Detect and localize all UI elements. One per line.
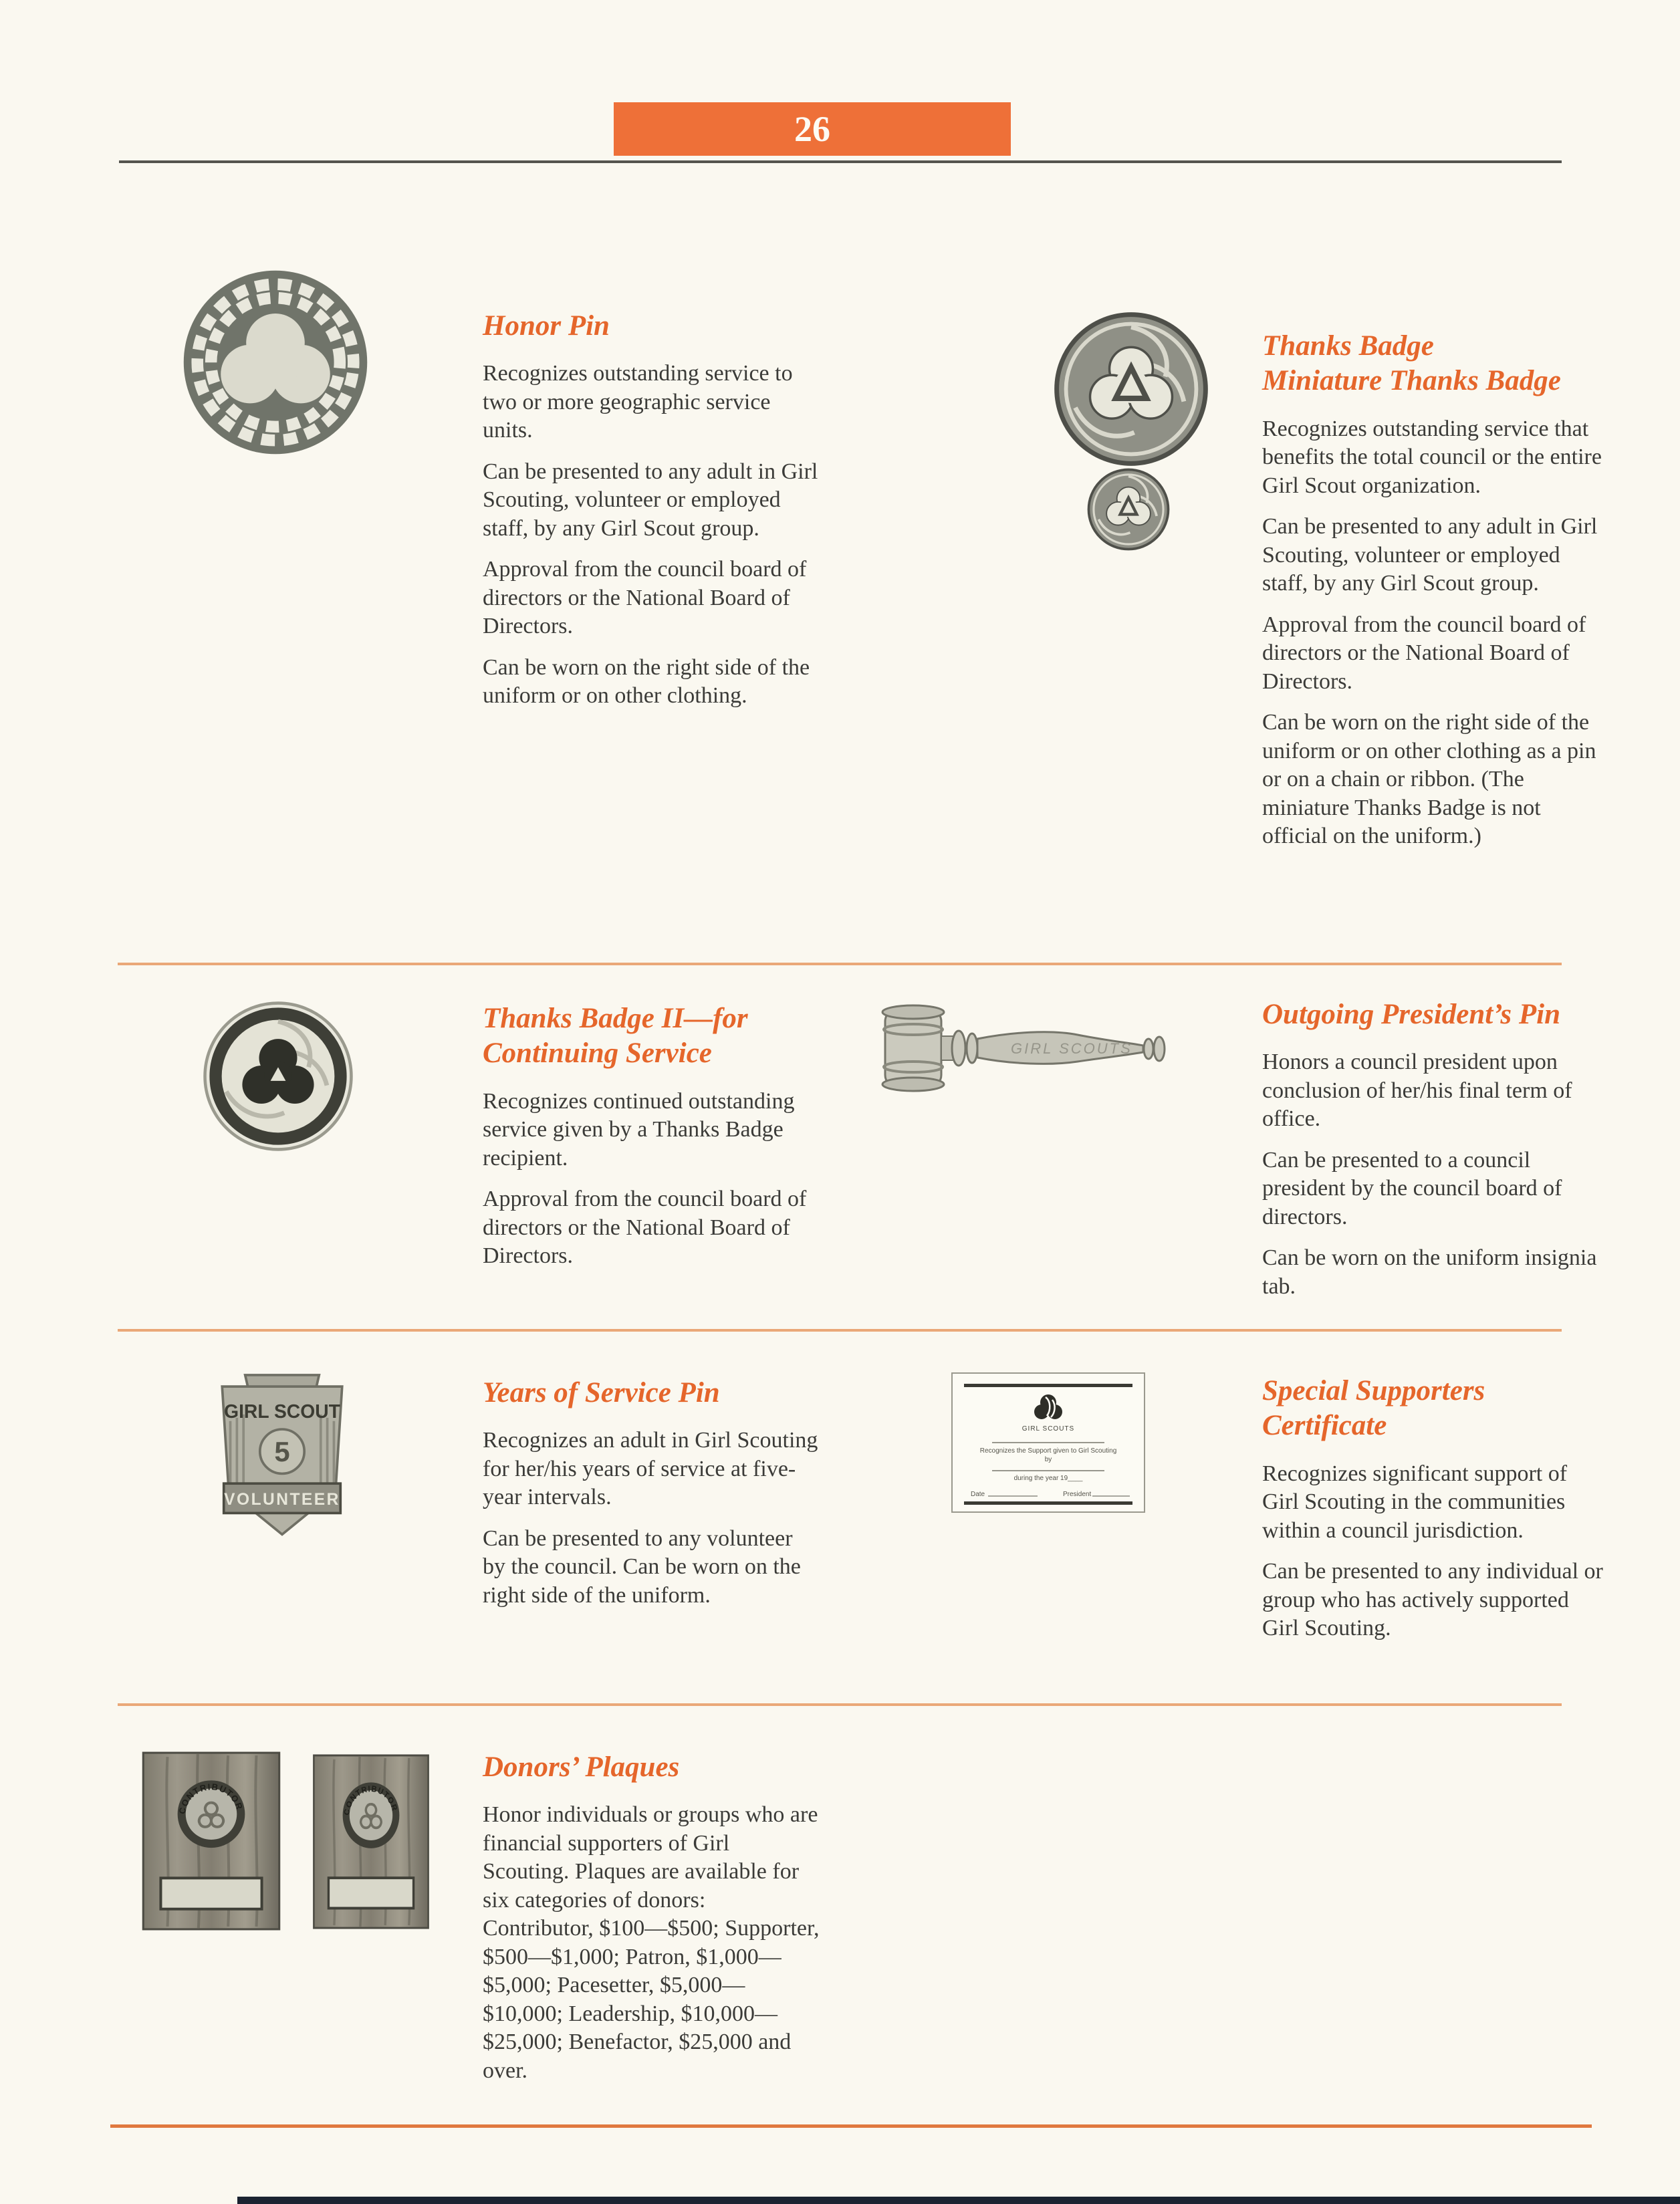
section-thanks-badge-2	[483, 1001, 820, 1271]
paragraph: Can be worn on the right side of the uniform or on other clothing.	[483, 654, 810, 709]
trefoil-medallion-icon	[1088, 469, 1168, 549]
paragraph: Approval from the council board of directors or the National Board of Directors.	[483, 1187, 807, 1269]
donors-plaque-image-1	[140, 1750, 282, 1932]
certificate-logo-text: GIRL SCOUTS	[1022, 1425, 1075, 1433]
thanks-badge-2-image	[202, 1000, 354, 1152]
special-supporters-certificate-image	[951, 1372, 1146, 1513]
paragraph: Recognizes an adult in Girl Scouting for her/his years of service at five-year intervals.	[483, 1428, 818, 1510]
wooden-plaque-icon	[143, 1753, 279, 1929]
page-edge-strip	[237, 2197, 1680, 2204]
certificate-line1: Recognizes the Support given to Girl Scouting	[979, 1447, 1117, 1455]
section-title: Outgoing President’s Pin	[1262, 999, 1560, 1030]
pin-years-number: 5	[274, 1435, 290, 1467]
section-divider	[118, 1703, 1562, 1706]
wooden-plaque-icon	[314, 1755, 428, 1928]
certificate-president-label: President	[1063, 1491, 1092, 1498]
section-title: Thanks Badge Miniature Thanks Badge	[1262, 330, 1561, 397]
paragraph: Approval from the council board of directors or the National Board of Directors.	[1262, 612, 1586, 694]
volunteer-shield-badge-icon	[222, 1375, 342, 1534]
section-years-of-service-pin	[483, 1376, 820, 1610]
paragraph: Can be presented to any adult in Girl Scouting, volunteer or employed staff, by any Girl Scout group.	[483, 459, 818, 541]
paragraph: Recognizes continued outstanding service given by a Thanks Badge recipient.	[483, 1088, 795, 1171]
dark-trefoil-medallion-icon	[205, 1003, 352, 1150]
paragraph: Can be presented to any individual or group who has actively supported Girl Scouting.	[1262, 1559, 1603, 1641]
section-title: Honor Pin	[483, 310, 610, 342]
paragraph: Can be presented to any adult in Girl Scouting, volunteer or employed staff, by any Girl Scout group.	[1262, 514, 1598, 596]
certificate-date-label: Date	[971, 1491, 985, 1498]
honor-pin-image	[178, 265, 373, 460]
section-divider	[118, 963, 1562, 965]
pin-bottom-text: VOLUNTEER	[224, 1491, 340, 1509]
section-thanks-badge	[1262, 329, 1608, 851]
paragraph: Recognizes outstanding service that benefits the total council or the entire Girl Scout organization.	[1262, 416, 1602, 498]
section-title: Donors’ Plaques	[483, 1751, 680, 1783]
section-title: Thanks Badge II—for Continuing Service	[483, 1003, 748, 1070]
donors-plaque-image-2	[312, 1753, 431, 1931]
section-honor-pin	[483, 309, 820, 711]
miniature-thanks-badge-image	[1087, 468, 1170, 551]
header-rule	[119, 160, 1562, 163]
paragraph: Can be worn on the right side of the uniform or on other clothing as a pin or on a chain or ribbon. (The miniature Thanks Badge is not official on the uniform.)	[1262, 710, 1596, 849]
section-title: Years of Service Pin	[483, 1377, 720, 1409]
trefoil-medallion-icon	[1057, 315, 1206, 464]
paragraph: Can be presented to a council president by the council board of directors.	[1262, 1147, 1562, 1229]
certificate-line3: during the year 19____	[1013, 1475, 1083, 1482]
outgoing-presidents-pin-image	[857, 995, 1171, 1102]
paragraph: Honor individuals or groups who are financial supporters of Girl Scouting. Plaques are available for six categories of donors: Contributor, $100—$500; Supporter, $500—$1,000; Patron, $1,000—$5,000; Pacesetter, $5,000—$10,000; Leadership, $10,000—$25,000; Benefactor, $25,000 and over.	[483, 1802, 820, 2083]
certificate-icon	[952, 1373, 1145, 1512]
section-divider	[118, 1329, 1562, 1332]
paragraph: Approval from the council board of directors or the National Board of Directors.	[483, 557, 807, 639]
page-number: 26	[794, 109, 830, 149]
years-of-service-pin-image	[211, 1372, 353, 1540]
section-title: Special Supporters Certificate	[1262, 1375, 1485, 1442]
pin-top-text: GIRL SCOUT	[224, 1400, 340, 1422]
section-outgoing-presidents-pin	[1262, 997, 1608, 1301]
gavel-engraving: GIRL SCOUTS	[1011, 1040, 1132, 1057]
paragraph: Can be presented to any volunteer by the council. Can be worn on the right side of the uniform.	[483, 1525, 801, 1608]
bottom-rule	[110, 2124, 1592, 2128]
page-number-bar	[614, 102, 1011, 156]
laurel-wreath-badge-icon	[184, 271, 367, 454]
gavel-icon	[882, 1005, 1165, 1091]
paragraph: Recognizes outstanding service to two or more geographic service units.	[483, 361, 793, 443]
paragraph: Honors a council president upon conclusion of her/his final term of office.	[1262, 1050, 1572, 1132]
paragraph: Can be worn on the uniform insignia tab.	[1262, 1245, 1597, 1299]
section-donors-plaques	[483, 1750, 820, 2085]
paragraph: Recognizes significant support of Girl Scouting in the communities within a council jurisdiction.	[1262, 1461, 1568, 1543]
section-special-supporters-certificate	[1262, 1374, 1608, 1643]
thanks-badge-image	[1054, 312, 1209, 467]
certificate-line2: by	[1044, 1456, 1052, 1463]
